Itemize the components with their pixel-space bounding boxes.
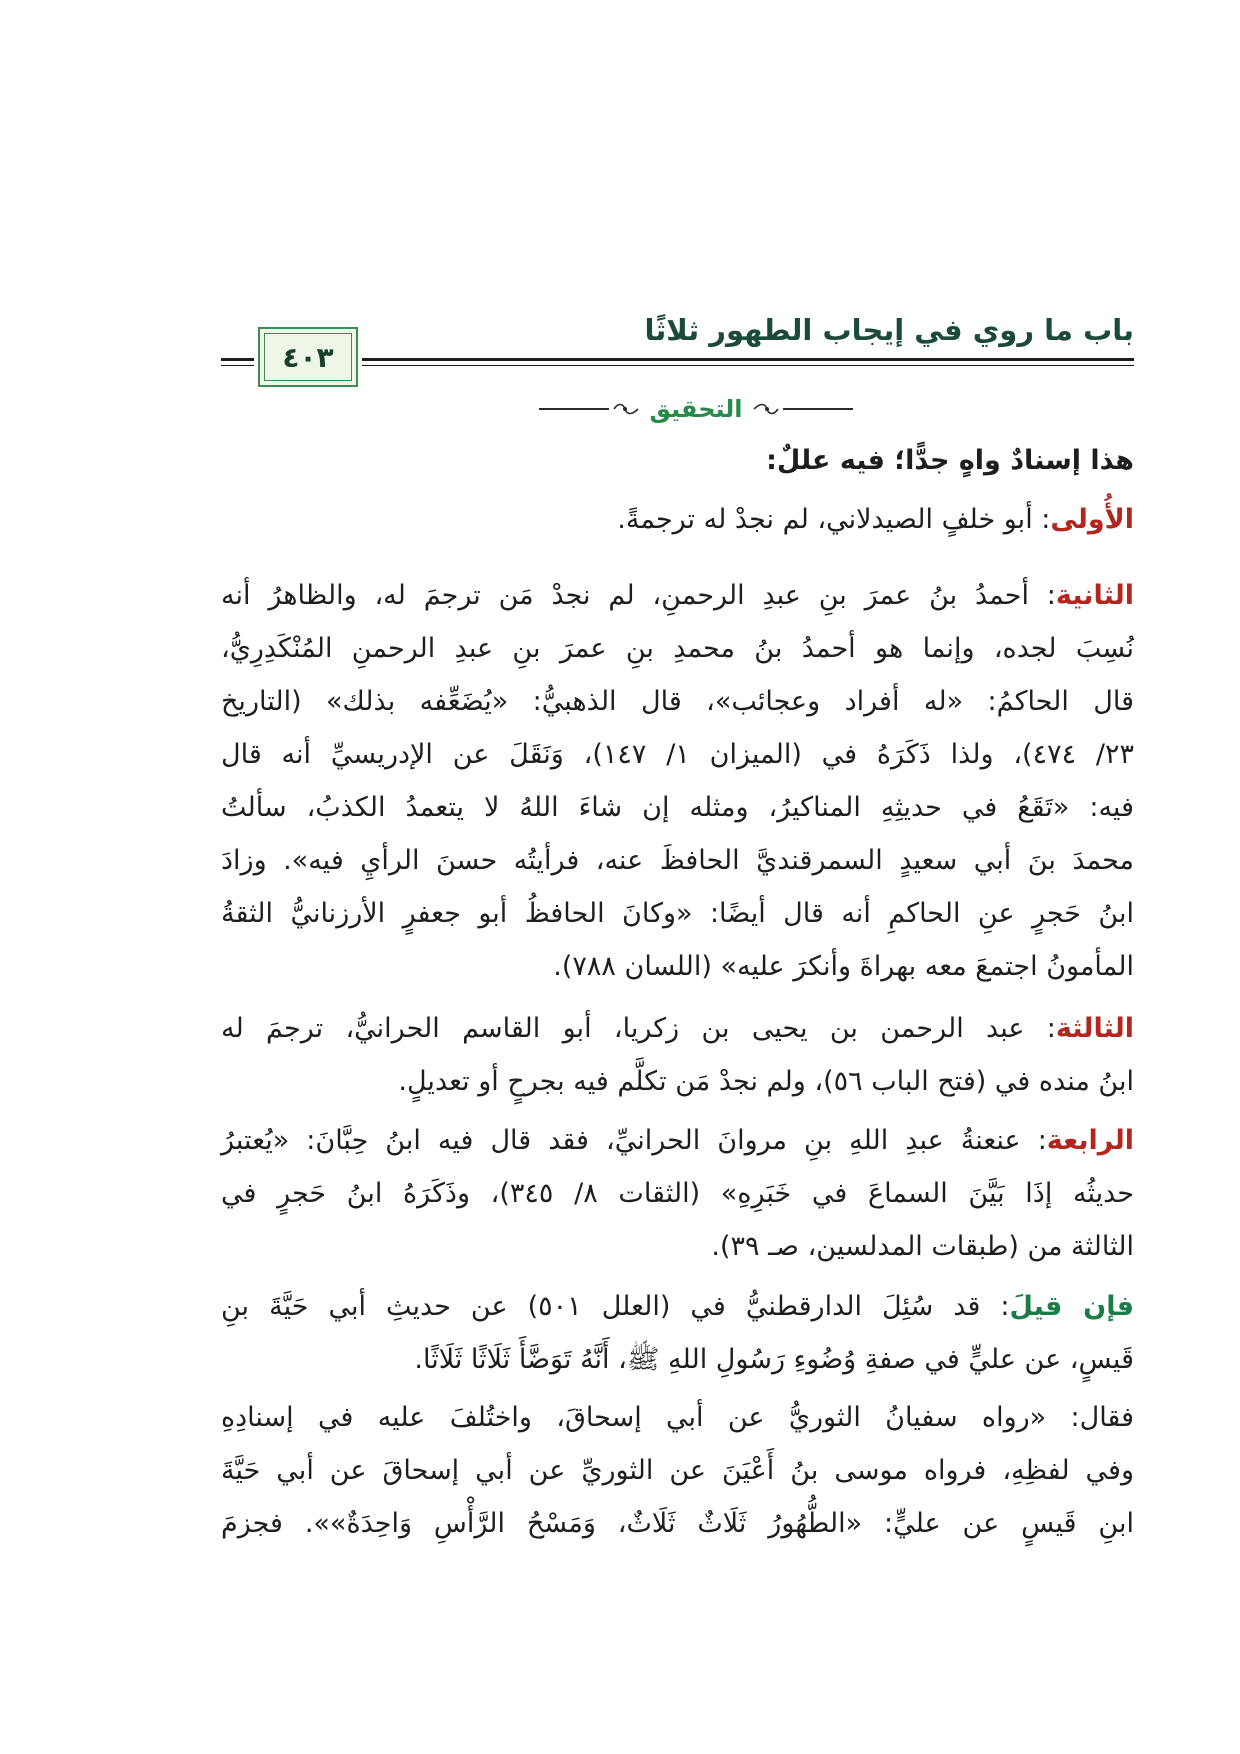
paragraph-line: محمدَ بنَ أبي سعيدٍ السمرقنديَّ الحافظَ عنه، فرأيتُه حسنَ الرأيِ فيه». وزادَ <box>221 845 1134 876</box>
paragraph-line: فيه: «تَقَعُ في حديثِهِ المناكيرُ، ومثله إن شاءَ اللهُ لا يتعمدُ الكذبُ، سألتُ <box>221 792 1134 823</box>
header-rule-right <box>362 358 1134 366</box>
section-rule-right <box>783 408 853 410</box>
paragraph-line: نُسِبَ لجده، وإنما هو أحمدُ بنُ محمدِ بنِ عمرَ بنِ عبدِ الرحمنِ المُنْكَدِرِيُّ، <box>221 633 1134 664</box>
paragraph-objection <box>221 1280 1134 1386</box>
paragraph-line: ابنُ منده في (فتح الباب ٥٦)، ولم نجدْ مَن تكلَّم فيه بجرحٍ أو تعديلٍ. <box>398 1066 1134 1097</box>
paragraph-line: ابنُ حَجرٍ عنِ الحاكمِ أنه قال أيضًا: «وكانَ الحافظُ أبو جعفرٍ الأرزنانيُّ الثقةُ <box>221 898 1134 929</box>
intro-line: هذا إسنادٌ واهٍ جدًّا؛ فيه عللٌ: <box>766 445 1134 476</box>
paragraph-line: ابنِ قَيسٍ عن عليٍّ: «الطُّهُورُ ثَلَاثٌ ثَلَاثٌ، وَمَسْحُ الرَّأْسِ وَاحِدَةٌ»». فجزمَ <box>221 1508 1134 1539</box>
paragraph-third <box>221 1002 1134 1108</box>
paragraph-line: الثالثة من (طبقات المدلسين، صـ ٣٩). <box>711 1231 1134 1262</box>
paragraph-line <box>221 1280 1134 1333</box>
paragraph-first <box>221 493 1134 546</box>
paragraph-label: الثانية <box>1055 580 1134 611</box>
paragraph-line <box>221 1114 1134 1167</box>
paragraph-line: فقال: «رواه سفيانُ الثوريُّ عن أبي إسحاقَ، واختُلفَ عليه في إسنادِهِ <box>221 1402 1134 1433</box>
paragraph-line: المأمونُ اجتمعَ معه بهراةَ وأنكرَ عليه» (اللسان ٧٨٨). <box>553 951 1134 982</box>
line-text: : عنعنةُ عبدِ اللهِ بنِ مروانَ الحرانيِّ، فقد قال فيه ابنُ حِبَّانَ: «يُعتبرُ <box>221 1125 1047 1156</box>
line-text: : أبو خلفٍ الصيدلاني، لم نجدْ له ترجمةً. <box>617 504 1051 535</box>
section-rule-left <box>539 408 609 410</box>
line-text: : أحمدُ بنُ عمرَ بنِ عبدِ الرحمنِ، لم نجدْ مَن ترجمَ له، والظاهرُ أنه <box>221 580 1056 611</box>
paragraph-line: حديثُه إذَا بَيَّنَ السماعَ في خَبَرِهِ» (الثقات ٨/ ٣٤٥)، وذَكَرَهُ ابنُ حَجرٍ في <box>221 1178 1134 1209</box>
paragraph-line: قال الحاكمُ: «له أفراد وعجائب»، قال الذهبيُّ: «يُضَعِّفه بذلك» (التاريخ <box>221 686 1134 717</box>
header-rule-left <box>221 358 254 366</box>
section-heading <box>539 394 853 424</box>
paragraph-line <box>221 569 1134 622</box>
paragraph-line <box>221 493 1134 546</box>
paragraph-label: الرابعة <box>1046 1125 1134 1156</box>
line-text: : قد سُئِلَ الدارقطنيُّ في (العلل ٥٠١) عن حديثِ أبي حَيَّةَ بنِ <box>221 1291 1010 1322</box>
flourish-icon <box>753 402 779 416</box>
paragraph-fourth <box>221 1114 1134 1273</box>
paragraph-label: الثالثة <box>1055 1013 1134 1044</box>
paragraph-line: ٢٣/ ٤٧٤)، ولذا ذَكَرَهُ في (الميزان ١/ ١٤٧)، وَنَقَلَ عن الإدريسيِّ أنه قال <box>221 739 1135 770</box>
page-number-frame <box>258 327 358 387</box>
paragraph-label: فإن قيلَ <box>1009 1291 1135 1322</box>
paragraph-label: الأُولى <box>1050 504 1134 535</box>
paragraph-line: قَيسٍ، عن عليٍّ في صفةِ وُضُوءِ رَسُولِ اللهِ ﷺ، أَنَّهُ تَوَضَّأَ ثَلَاثًا ثَلَاثًا. <box>414 1344 1134 1375</box>
line-text: : عبد الرحمن بن يحيى بن زكريا، أبو القاسم الحرانيُّ، ترجمَ له <box>221 1013 1056 1044</box>
flourish-icon <box>613 402 639 416</box>
paragraph-second <box>221 569 1134 993</box>
paragraph-quote <box>221 1391 1134 1550</box>
chapter-title: باب ما روي في إيجاب الطهور ثلاثًا <box>644 313 1134 347</box>
paragraph-line: وفي لفظِهِ، فرواه موسى بنُ أَعْيَنَ عن الثوريِّ عن أبي إسحاقَ عن أبي حَيَّةَ <box>221 1455 1134 1486</box>
page-number: ٤٠٣ <box>282 340 334 374</box>
section-title: التحقيق <box>649 395 743 423</box>
paragraph-line <box>221 1002 1134 1055</box>
intro-paragraph <box>221 434 1134 487</box>
